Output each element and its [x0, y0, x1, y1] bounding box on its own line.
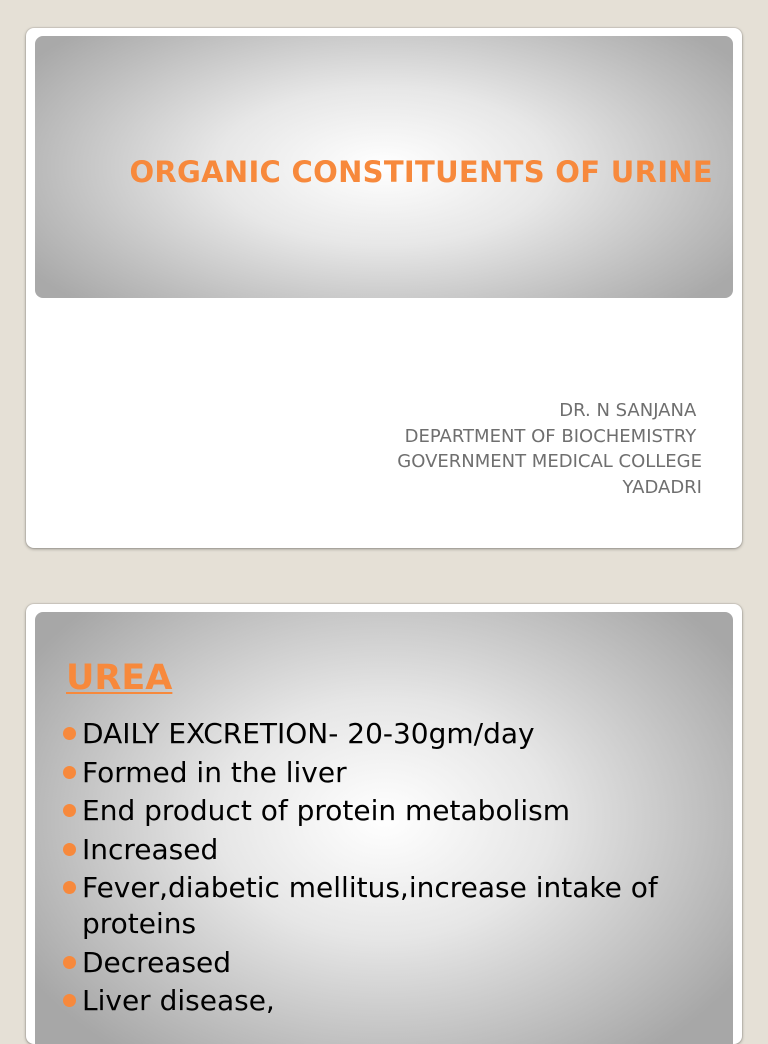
bullet-item — [62, 832, 712, 868]
bullet-dot-icon — [63, 881, 76, 894]
bullet-item — [62, 793, 712, 829]
bullet-text: Liver disease, — [82, 984, 275, 1017]
content-panel — [35, 612, 733, 1044]
bullet-item — [62, 945, 712, 981]
bullet-dot-icon — [63, 804, 76, 817]
slide-urea — [26, 604, 742, 1044]
bullet-text: Increased — [82, 832, 219, 866]
bullet-list — [62, 716, 712, 1022]
bullet-text: Decreased — [82, 945, 232, 979]
bullet-text: Fever,diabetic mellitus,increase intake of proteins — [82, 871, 658, 940]
bullet-dot-icon — [63, 843, 76, 856]
bullet-item — [62, 983, 712, 1019]
bullet-dot-icon — [63, 766, 76, 779]
bullet-text: Formed in the liver — [82, 755, 347, 789]
author-location: YADADRI — [622, 476, 702, 498]
bullet-item — [62, 755, 712, 791]
title-panel — [35, 36, 733, 298]
author-name: DR. N SANJANA — [559, 400, 702, 421]
author-block — [102, 398, 702, 500]
bullet-item — [62, 870, 712, 942]
presentation-title: ORGANIC CONSTITUENTS OF URINE — [129, 155, 713, 189]
bullet-dot-icon — [63, 727, 76, 740]
author-department: DEPARTMENT OF BIOCHEMISTRY — [404, 425, 702, 447]
slide-title — [26, 28, 742, 548]
bullet-text: End product of protein metabolism — [82, 794, 570, 827]
bullet-dot-icon — [63, 994, 76, 1007]
bullet-text: DAILY EXCRETION- 20-30gm/day — [82, 717, 535, 750]
bullet-dot-icon — [63, 956, 76, 969]
author-college: GOVERNMENT MEDICAL COLLEGE — [397, 451, 702, 472]
bullet-item — [62, 716, 712, 752]
slide-heading: UREA — [66, 658, 173, 698]
